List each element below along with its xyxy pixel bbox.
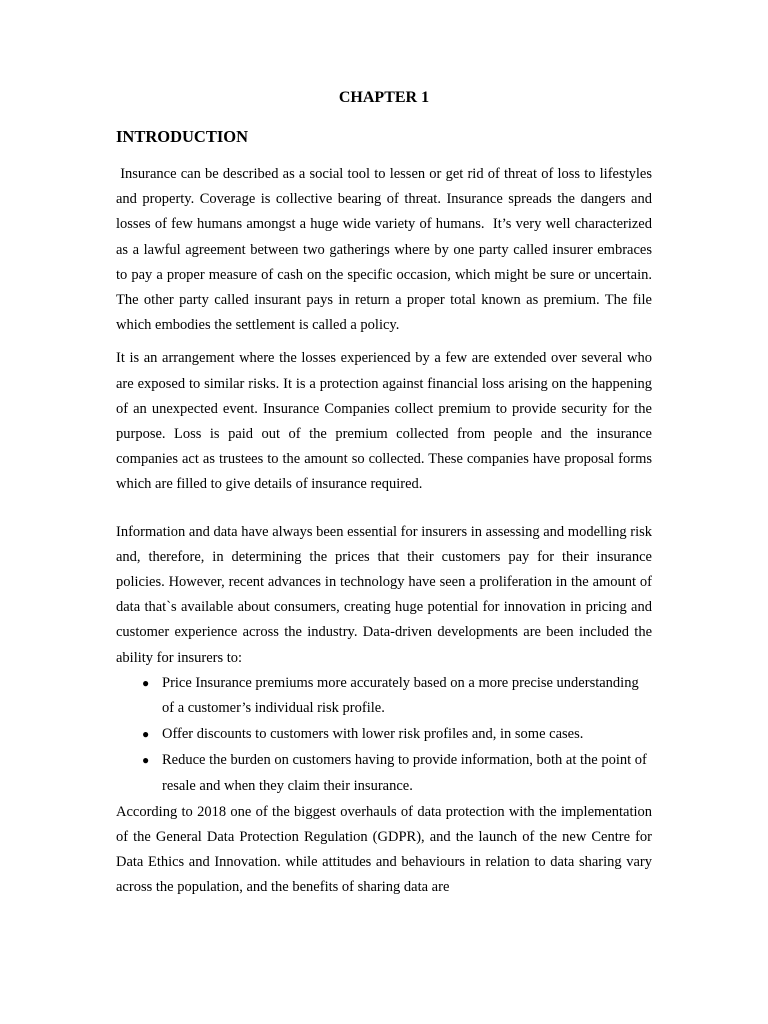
section-heading: INTRODUCTION xyxy=(116,127,249,146)
bullet-text: Offer discounts to customers with lower risk profiles and, in some cases. xyxy=(162,726,584,743)
closing-paragraph: According to 2018 one of the biggest overhauls of data protection with the implementation of the General Data Protection Regulation (GDPR), and the launch of the new Centre for Data Ethics and Innovation. while attitudes and behaviours in relation to data sharing vary across the population, and the benefits of sharing data are xyxy=(116,803,656,896)
chapter-title: CHAPTER 1 xyxy=(338,89,430,106)
list-item xyxy=(116,671,652,721)
list-item xyxy=(116,748,652,798)
list-item xyxy=(116,722,652,747)
document-body xyxy=(116,162,656,901)
bullet-text: Reduce the burden on customers having to provide information, both at the point of resale and when they claim their insurance. xyxy=(162,752,647,794)
bullet-icon: ● xyxy=(142,675,150,690)
paragraph-3: Information and data have always been essential for insurers in assessing and modelling risk and, therefore, in determining the prices that their customers pay for their insurance policies. However, recent advances in technology have seen a proliferation in the amount of data that`s available about consumers, creating huge potential for innovation in pricing and customer experience across the industry. Data-driven developments are been included the ability for insurers to: xyxy=(116,523,656,666)
paragraph-2: It is an arrangement where the losses experienced by a few are extended over several who are exposed to similar risks. It is a protection against financial loss arising on the happening of an unexpected event. Insurance Companies collect premium to provide security for the purpose. Loss is paid out of the premium collected from people and the insurance companies act as trustees to the amount so collected. These companies have proposal forms which are filled to give details of insurance required. xyxy=(116,350,656,493)
paragraph-1: Insurance can be described as a social tool to lessen or get rid of threat of loss to lifestyles and property. Coverage is collective bearing of threat. Insurance spreads the dangers and losses of few humans amongst a huge wide variety of humans. It’s very well characterized as a lawful agreement between two gatherings where by one party called insurer embraces to pay a proper measure of cash on the specific occasion, which might be sure or uncertain. The other party called insurant pays in return a proper total known as premium. The file which embodies the settlement is called a policy. xyxy=(116,166,656,334)
bullet-icon: ● xyxy=(142,727,150,742)
bullet-list xyxy=(116,671,652,799)
bullet-icon: ● xyxy=(142,753,150,768)
bullet-text: Price Insurance premiums more accurately based on a more precise understanding of a customer’s individual risk profile. xyxy=(162,674,639,717)
